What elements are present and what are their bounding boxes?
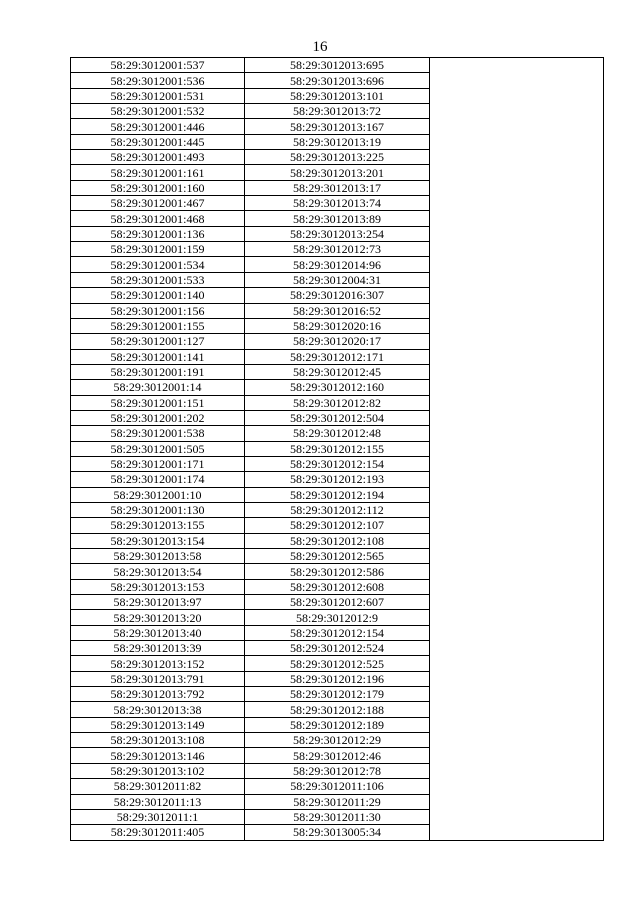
cadastral-number-cell: 58:29:3012016:52 xyxy=(245,303,430,318)
empty-cell xyxy=(430,656,604,671)
table-row xyxy=(71,472,604,487)
cadastral-number-cell: 58:29:3012011:82 xyxy=(71,779,245,794)
empty-cell xyxy=(430,180,604,195)
table-row xyxy=(71,549,604,564)
cadastral-number-cell: 58:29:3012012:112 xyxy=(245,502,430,517)
empty-cell xyxy=(430,518,604,533)
empty-cell xyxy=(430,104,604,119)
empty-cell xyxy=(430,487,604,502)
cadastral-number-cell: 58:29:3012013:54 xyxy=(71,564,245,579)
cadastral-number-cell: 58:29:3012012:504 xyxy=(245,410,430,425)
cadastral-number-cell: 58:29:3012012:155 xyxy=(245,441,430,456)
cadastral-number-cell: 58:29:3012012:193 xyxy=(245,472,430,487)
cadastral-number-cell: 58:29:3012012:154 xyxy=(245,625,430,640)
table-row xyxy=(71,671,604,686)
cadastral-number-cell: 58:29:3012001:159 xyxy=(71,242,245,257)
table-row xyxy=(71,165,604,180)
empty-cell xyxy=(430,58,604,73)
table-row xyxy=(71,564,604,579)
cadastral-number-cell: 58:29:3012001:171 xyxy=(71,456,245,471)
empty-cell xyxy=(430,257,604,272)
cadastral-number-cell: 58:29:3012013:155 xyxy=(71,518,245,533)
table-row xyxy=(71,794,604,809)
empty-cell xyxy=(430,549,604,564)
empty-cell xyxy=(430,671,604,686)
empty-cell xyxy=(430,456,604,471)
cadastral-number-cell: 58:29:3012013:254 xyxy=(245,226,430,241)
table-row xyxy=(71,134,604,149)
empty-cell xyxy=(430,717,604,732)
cadastral-number-cell: 58:29:3012011:30 xyxy=(245,809,430,824)
cadastral-number-cell: 58:29:3012013:225 xyxy=(245,150,430,165)
empty-cell xyxy=(430,134,604,149)
cadastral-number-cell: 58:29:3012001:534 xyxy=(71,257,245,272)
cadastral-number-cell: 58:29:3012012:196 xyxy=(245,671,430,686)
cadastral-number-cell: 58:29:3012013:102 xyxy=(71,763,245,778)
cadastral-number-cell: 58:29:3012013:17 xyxy=(245,180,430,195)
empty-cell xyxy=(430,288,604,303)
cadastral-number-cell: 58:29:3012011:13 xyxy=(71,794,245,809)
empty-cell xyxy=(430,564,604,579)
cadastral-number-cell: 58:29:3012013:167 xyxy=(245,119,430,134)
empty-cell xyxy=(430,733,604,748)
empty-cell xyxy=(430,303,604,318)
empty-cell xyxy=(430,165,604,180)
cadastral-number-cell: 58:29:3012013:38 xyxy=(71,702,245,717)
table-row xyxy=(71,641,604,656)
cadastral-number-cell: 58:29:3012012:48 xyxy=(245,426,430,441)
table-row xyxy=(71,733,604,748)
table-row xyxy=(71,595,604,610)
cadastral-number-cell: 58:29:3012012:608 xyxy=(245,579,430,594)
table-row xyxy=(71,687,604,702)
cadastral-number-cell: 58:29:3012001:127 xyxy=(71,334,245,349)
table-row xyxy=(71,625,604,640)
cadastral-number-cell: 58:29:3012001:536 xyxy=(71,73,245,88)
cadastral-number-cell: 58:29:3012013:20 xyxy=(71,610,245,625)
cadastral-number-cell: 58:29:3012013:74 xyxy=(245,196,430,211)
table-row xyxy=(71,288,604,303)
cadastral-number-cell: 58:29:3012013:72 xyxy=(245,104,430,119)
cadastral-number-cell: 58:29:3012001:202 xyxy=(71,410,245,425)
cadastral-number-cell: 58:29:3012001:191 xyxy=(71,364,245,379)
table-row xyxy=(71,349,604,364)
table-row xyxy=(71,502,604,517)
cadastral-number-cell: 58:29:3012012:108 xyxy=(245,533,430,548)
cadastral-number-cell: 58:29:3012012:46 xyxy=(245,748,430,763)
table-row xyxy=(71,119,604,134)
cadastral-number-cell: 58:29:3012012:607 xyxy=(245,595,430,610)
cadastral-number-cell: 58:29:3012013:149 xyxy=(71,717,245,732)
table-row xyxy=(71,211,604,226)
table-row xyxy=(71,150,604,165)
table-row xyxy=(71,242,604,257)
table-row xyxy=(71,334,604,349)
cadastral-number-cell: 58:29:3012001:467 xyxy=(71,196,245,211)
cadastral-number-cell: 58:29:3012013:40 xyxy=(71,625,245,640)
empty-cell xyxy=(430,73,604,88)
cadastral-number-cell: 58:29:3012011:405 xyxy=(71,825,245,840)
cadastral-number-cell: 58:29:3012013:108 xyxy=(71,733,245,748)
cadastral-number-cell: 58:29:3012012:188 xyxy=(245,702,430,717)
cadastral-number-cell: 58:29:3012013:58 xyxy=(71,549,245,564)
cadastral-number-cell: 58:29:3012001:10 xyxy=(71,487,245,502)
cadastral-number-cell: 58:29:3012001:156 xyxy=(71,303,245,318)
cadastral-number-cell: 58:29:3012004:31 xyxy=(245,272,430,287)
cadastral-number-cell: 58:29:3012001:537 xyxy=(71,58,245,73)
page-number: 16 xyxy=(312,39,328,55)
table-row xyxy=(71,809,604,824)
empty-cell xyxy=(430,595,604,610)
table-row xyxy=(71,487,604,502)
empty-cell xyxy=(430,748,604,763)
cadastral-number-cell: 58:29:3012013:89 xyxy=(245,211,430,226)
empty-cell xyxy=(430,211,604,226)
cadastral-number-cell: 58:29:3012013:101 xyxy=(245,88,430,103)
cadastral-number-cell: 58:29:3012013:19 xyxy=(245,134,430,149)
cadastral-number-cell: 58:29:3012012:524 xyxy=(245,641,430,656)
table-row xyxy=(71,717,604,732)
cadastral-number-cell: 58:29:3012001:445 xyxy=(71,134,245,149)
empty-cell xyxy=(430,349,604,364)
cadastral-number-cell: 58:29:3012001:505 xyxy=(71,441,245,456)
table-row xyxy=(71,610,604,625)
empty-cell xyxy=(430,610,604,625)
table-row xyxy=(71,779,604,794)
cadastral-number-cell: 58:29:3012001:151 xyxy=(71,395,245,410)
table-row xyxy=(71,257,604,272)
cadastral-number-cell: 58:29:3012020:16 xyxy=(245,318,430,333)
empty-cell xyxy=(430,272,604,287)
cadastral-number-cell: 58:29:3012012:586 xyxy=(245,564,430,579)
cadastral-number-cell: 58:29:3012012:73 xyxy=(245,242,430,257)
cadastral-number-cell: 58:29:3012001:136 xyxy=(71,226,245,241)
empty-cell xyxy=(430,533,604,548)
table-row xyxy=(71,58,604,73)
table-row xyxy=(71,825,604,840)
empty-cell xyxy=(430,334,604,349)
cadastral-number-cell: 58:29:3012001:140 xyxy=(71,288,245,303)
table-row xyxy=(71,748,604,763)
empty-cell xyxy=(430,196,604,211)
table-row xyxy=(71,426,604,441)
empty-cell xyxy=(430,242,604,257)
cadastral-number-cell: 58:29:3012001:538 xyxy=(71,426,245,441)
cadastral-number-cell: 58:29:3012016:307 xyxy=(245,288,430,303)
table-row xyxy=(71,410,604,425)
empty-cell xyxy=(430,472,604,487)
cadastral-number-cell: 58:29:3012013:201 xyxy=(245,165,430,180)
cadastral-number-cell: 58:29:3012001:468 xyxy=(71,211,245,226)
table-row xyxy=(71,88,604,103)
cadastral-number-cell: 58:29:3012012:78 xyxy=(245,763,430,778)
cadastral-number-cell: 58:29:3013005:34 xyxy=(245,825,430,840)
cadastral-number-cell: 58:29:3012013:695 xyxy=(245,58,430,73)
cadastral-number-cell: 58:29:3012011:1 xyxy=(71,809,245,824)
cadastral-number-cell: 58:29:3012013:792 xyxy=(71,687,245,702)
table-row xyxy=(71,702,604,717)
empty-cell xyxy=(430,410,604,425)
table-row xyxy=(71,104,604,119)
cadastral-numbers-table xyxy=(70,57,604,841)
cadastral-number-cell: 58:29:3012012:154 xyxy=(245,456,430,471)
empty-cell xyxy=(430,579,604,594)
cadastral-number-cell: 58:29:3012001:141 xyxy=(71,349,245,364)
empty-cell xyxy=(430,763,604,778)
table-row xyxy=(71,441,604,456)
cadastral-number-cell: 58:29:3012001:493 xyxy=(71,150,245,165)
empty-cell xyxy=(430,318,604,333)
table-row xyxy=(71,456,604,471)
empty-cell xyxy=(430,119,604,134)
cadastral-number-cell: 58:29:3012012:171 xyxy=(245,349,430,364)
cadastral-number-cell: 58:29:3012013:146 xyxy=(71,748,245,763)
cadastral-number-cell: 58:29:3012013:696 xyxy=(245,73,430,88)
cadastral-number-cell: 58:29:3012001:14 xyxy=(71,380,245,395)
empty-cell xyxy=(430,226,604,241)
table-row xyxy=(71,303,604,318)
cadastral-number-cell: 58:29:3012013:791 xyxy=(71,671,245,686)
table-row xyxy=(71,518,604,533)
table-row xyxy=(71,318,604,333)
cadastral-number-cell: 58:29:3012012:179 xyxy=(245,687,430,702)
cadastral-number-cell: 58:29:3012012:160 xyxy=(245,380,430,395)
empty-cell xyxy=(430,779,604,794)
empty-cell xyxy=(430,641,604,656)
empty-cell xyxy=(430,441,604,456)
cadastral-number-cell: 58:29:3012012:9 xyxy=(245,610,430,625)
empty-cell xyxy=(430,825,604,840)
cadastral-number-cell: 58:29:3012001:532 xyxy=(71,104,245,119)
cadastral-number-cell: 58:29:3012012:189 xyxy=(245,717,430,732)
table-row xyxy=(71,73,604,88)
cadastral-number-cell: 58:29:3012013:153 xyxy=(71,579,245,594)
empty-cell xyxy=(430,88,604,103)
table-row xyxy=(71,226,604,241)
cadastral-number-cell: 58:29:3012001:160 xyxy=(71,180,245,195)
table-row xyxy=(71,196,604,211)
empty-cell xyxy=(430,395,604,410)
cadastral-number-cell: 58:29:3012014:96 xyxy=(245,257,430,272)
cadastral-number-cell: 58:29:3012020:17 xyxy=(245,334,430,349)
cadastral-number-cell: 58:29:3012012:525 xyxy=(245,656,430,671)
table-body xyxy=(71,58,604,841)
cadastral-number-cell: 58:29:3012001:174 xyxy=(71,472,245,487)
empty-cell xyxy=(430,150,604,165)
table-row xyxy=(71,380,604,395)
cadastral-number-cell: 58:29:3012012:29 xyxy=(245,733,430,748)
empty-cell xyxy=(430,702,604,717)
cadastral-number-cell: 58:29:3012001:155 xyxy=(71,318,245,333)
cadastral-number-cell: 58:29:3012013:39 xyxy=(71,641,245,656)
empty-cell xyxy=(430,687,604,702)
empty-cell xyxy=(430,426,604,441)
cadastral-number-cell: 58:29:3012012:194 xyxy=(245,487,430,502)
empty-cell xyxy=(430,809,604,824)
cadastral-number-cell: 58:29:3012013:154 xyxy=(71,533,245,548)
cadastral-number-cell: 58:29:3012001:533 xyxy=(71,272,245,287)
cadastral-number-cell: 58:29:3012012:565 xyxy=(245,549,430,564)
cadastral-number-cell: 58:29:3012001:531 xyxy=(71,88,245,103)
table-row xyxy=(71,364,604,379)
table-row xyxy=(71,763,604,778)
cadastral-number-cell: 58:29:3012012:45 xyxy=(245,364,430,379)
cadastral-number-cell: 58:29:3012001:130 xyxy=(71,502,245,517)
table-row xyxy=(71,395,604,410)
table-row xyxy=(71,656,604,671)
cadastral-number-cell: 58:29:3012013:152 xyxy=(71,656,245,671)
empty-cell xyxy=(430,364,604,379)
cadastral-number-cell: 58:29:3012011:106 xyxy=(245,779,430,794)
cadastral-number-cell: 58:29:3012001:161 xyxy=(71,165,245,180)
empty-cell xyxy=(430,625,604,640)
empty-cell xyxy=(430,794,604,809)
empty-cell xyxy=(430,502,604,517)
cadastral-number-cell: 58:29:3012012:82 xyxy=(245,395,430,410)
cadastral-number-cell: 58:29:3012013:97 xyxy=(71,595,245,610)
cadastral-number-cell: 58:29:3012001:446 xyxy=(71,119,245,134)
table-row xyxy=(71,533,604,548)
cadastral-number-cell: 58:29:3012012:107 xyxy=(245,518,430,533)
table-row xyxy=(71,180,604,195)
empty-cell xyxy=(430,380,604,395)
cadastral-number-cell: 58:29:3012011:29 xyxy=(245,794,430,809)
table-row xyxy=(71,272,604,287)
table-row xyxy=(71,579,604,594)
